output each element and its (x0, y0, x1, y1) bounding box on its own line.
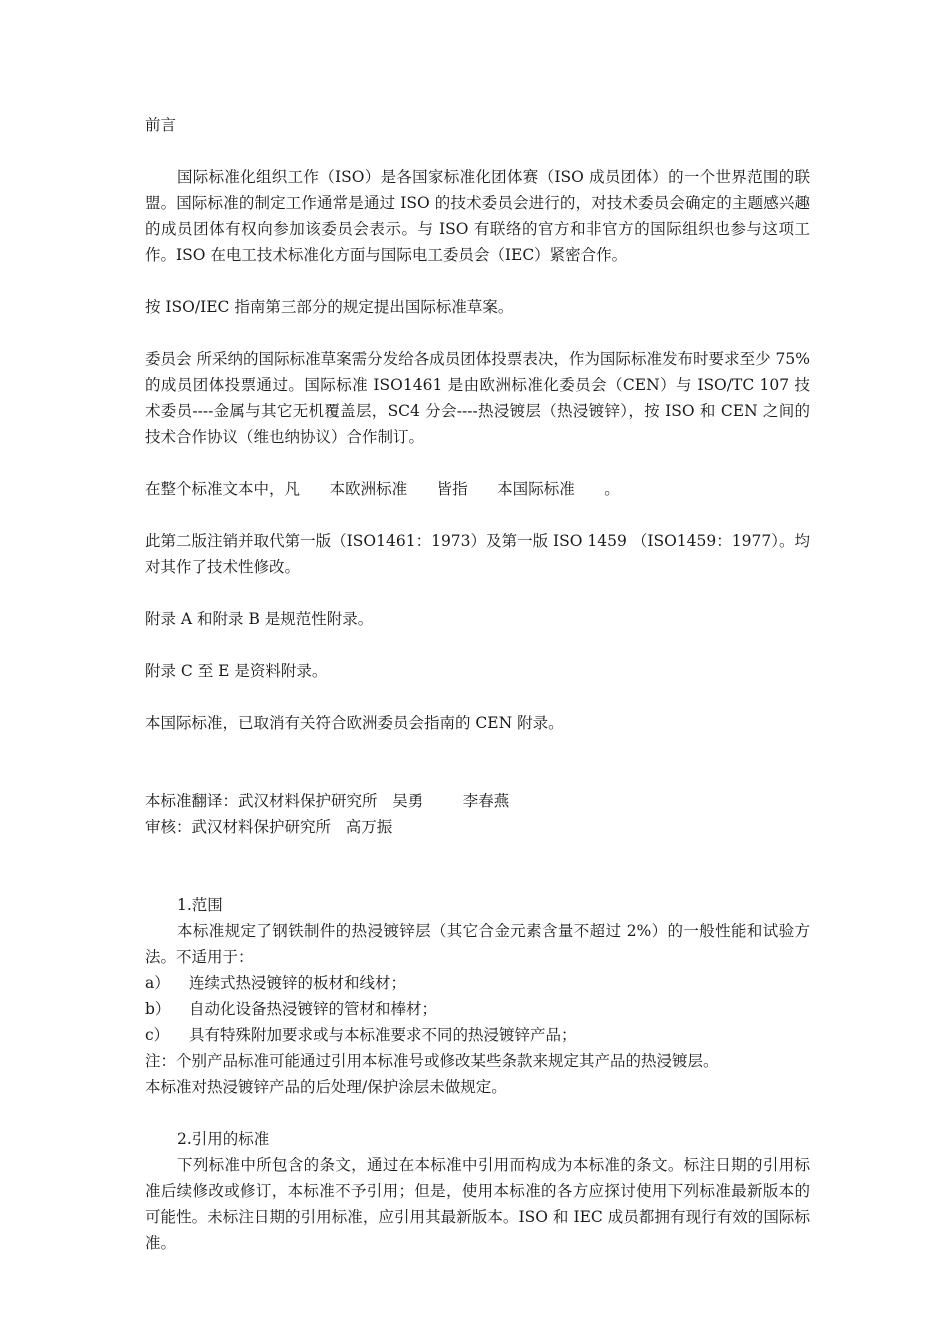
credits-review: 审核：武汉材料保护研究所 高万振 (145, 818, 393, 836)
preface-paragraph-terminology: 在整个标准文本中，凡 本欧洲标准 皆指 本国际标准 。 (145, 480, 620, 498)
list-marker: a） (145, 974, 170, 992)
list-item (145, 970, 810, 996)
preface-paragraph-normative-annex: 附录 A 和附录 B 是规范性附录。 (145, 610, 374, 628)
preface-paragraph-cen: 本国际标准，已取消有关符合欧洲委员会指南的 CEN 附录。 (145, 714, 564, 732)
list-marker: c） (145, 1026, 170, 1044)
list-marker: b） (145, 1000, 171, 1018)
list-item (145, 1022, 810, 1048)
preface-paragraph-draft: 按 ISO/IEC 指南第三部分的规定提出国际标准草案。 (145, 298, 514, 316)
list-item (145, 996, 810, 1022)
list-text: 连续式热浸镀锌的板材和线材； (189, 974, 407, 992)
preface-title: 前言 (145, 116, 177, 134)
section-1-note-2: 本标准对热浸镀锌产品的后处理/保护涂层未做规定。 (145, 1078, 507, 1096)
preface-paragraph-edition: 此第二版注销并取代第一版（ISO1461：1973）及第一版 ISO 1459 （ISO1459：1977）。均对其作了技术性修改。 (145, 532, 810, 576)
preface-paragraph-iso: 国际标准化组织工作（ISO）是各国家标准化团体赛（ISO 成员团体）的一个世界范围的联盟。国际标准的制定工作通常是通过 ISO 的技术委员会进行的，对技术委员会确定的主题感兴趣的成员团体有权向参加该委员会表示。与 ISO 有联络的官方和非官方的国际组织也参与这项工作。ISO 在电工技术标准化方面与国际电工委员会（IEC）紧密合作。 (145, 168, 810, 264)
list-text: 自动化设备热浸镀锌的管材和棒材； (189, 1000, 438, 1018)
section-2-body: 下列标准中所包含的条文，通过在本标准中引用而构成为本标准的条文。标注日期的引用标准后续修改或修订，本标准不予引用；但是，使用本标准的各方应探讨使用下列标准最新版本的可能性。未标注日期的引用标准，应引用其最新版本。ISO 和 IEC 成员都拥有现行有效的国际标准。 (145, 1156, 810, 1252)
list-text: 具有特殊附加要求或与本标准要求不同的热浸镀锌产品； (189, 1026, 577, 1044)
section-2-heading: 2.引用的标准 (177, 1130, 270, 1148)
preface-paragraph-committee: 委员会 所采纳的国际标准草案需分发给各成员团体投票表决，作为国际标准发布时要求至少 75%的成员团体投票通过。国际标准 ISO1461 是由欧洲标准化委员会（CEN）与 ISO/TC 107 技术委员----金属与其它无机覆盖层，SC4 分会----热浸镀层（热浸镀锌），按 ISO 和 CEN 之间的技术合作协议（维也纳协议）合作制订。 (145, 350, 810, 446)
section-1-heading: 1.范围 (177, 896, 223, 914)
section-1-note: 注：个别产品标准可能通过引用本标准号或修改某些条款来规定其产品的热浸镀层。 (145, 1052, 719, 1070)
document-page (145, 112, 810, 1256)
preface-paragraph-informative-annex: 附录 C 至 E 是资料附录。 (145, 662, 328, 680)
credits-translation: 本标准翻译：武汉材料保护研究所 吴勇 李春燕 (145, 792, 510, 810)
section-1-body: 本标准规定了钢铁制件的热浸镀锌层（其它合金元素含量不超过 2%）的一般性能和试验方法。不适用于： (145, 922, 810, 966)
